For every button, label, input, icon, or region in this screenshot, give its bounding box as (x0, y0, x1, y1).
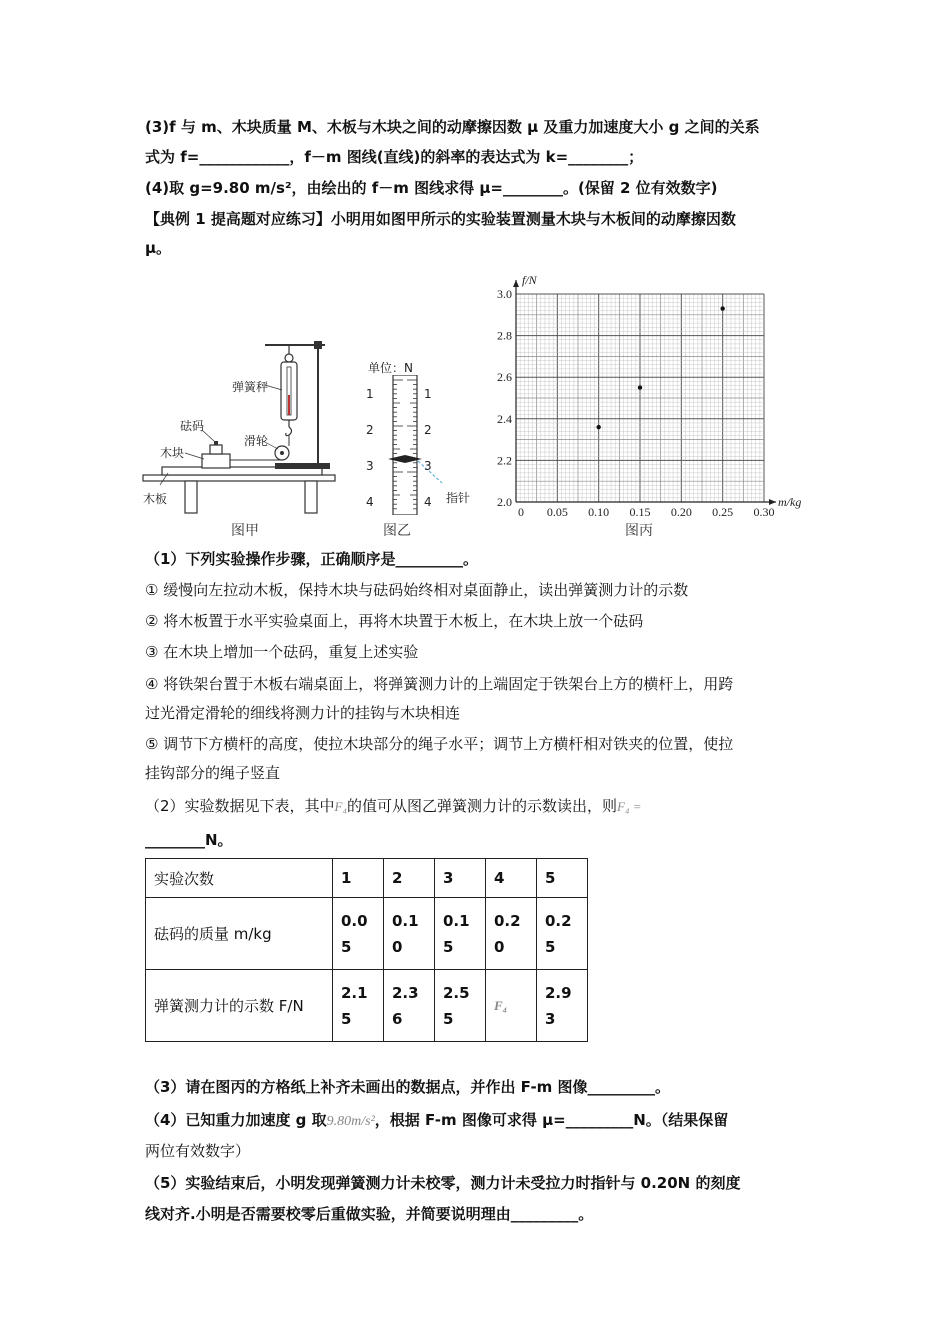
q2-text-b: 的值可从图乙弹簧测力计的示数读出，则 (347, 797, 618, 815)
y-tick-label: 2.8 (497, 328, 512, 343)
yi-tick-right-1: 1 (424, 387, 432, 401)
q4b-line (145, 1110, 728, 1132)
yi-tick-left-2: 2 (366, 423, 374, 437)
step-5b: 挂钩部分的绳子竖直 (145, 764, 281, 782)
caption-bing: 图丙 (625, 523, 653, 539)
y-tick-label: 2.4 (497, 411, 512, 426)
table-cell: F₄ (486, 970, 537, 1042)
table-header-cell: 2 (384, 859, 435, 898)
table-cell: 2.93 (537, 970, 588, 1042)
q4-text-b: ，根据 F-m 图像可求得 μ=_________N。（结果保留 (374, 1111, 729, 1129)
y-axis-arrow (513, 280, 519, 287)
q3-line: （3）请在图丙的方格纸上补齐未画出的数据点，并作出 F-m 图像_________。 (145, 1078, 671, 1096)
figure-jia (140, 335, 345, 540)
example-line1: 【典例 1 提高题对应练习】小明用如图甲所示的实验装置测量木块与木板间的动摩擦因数 (145, 210, 736, 228)
y-tick-label: 2.0 (497, 495, 512, 509)
x-tick-label: 0.15 (629, 505, 651, 519)
step-4b: 过光滑定滑轮的细线将测力计的挂钩与木块相连 (145, 704, 461, 722)
table-header-cell: 4 (486, 859, 537, 898)
q3-line1: (3)f 与 m、木块质量 M、木板与木块之间的动摩擦因数 μ 及重力加速度大小 g 之间的关系 (145, 118, 760, 136)
x-tick-label: 0.05 (546, 505, 568, 519)
step-5a: ⑤ 调节下方横杆的高度，使拉木块部分的绳子水平；调节上方横杆相对铁夹的位置，使拉 (145, 735, 734, 753)
q4-line-c: 两位有效数字） (145, 1142, 251, 1160)
table-header-cell: 1 (333, 859, 384, 898)
label-pulley: 滑轮 (244, 434, 269, 448)
table-cell: 0.25 (537, 898, 588, 970)
q3-line2: 式为 f=____________，f－m 图线(直线)的斜率的表达式为 k=________； (145, 148, 644, 166)
y-tick-label: 2.6 (497, 370, 512, 385)
x-tick-label: 0.25 (712, 505, 734, 519)
table-cell: 0.10 (384, 898, 435, 970)
caption-jia: 图甲 (231, 523, 259, 539)
q4-g: 9.80m/s² (326, 1114, 375, 1129)
yi-tick-right-3: 3 (424, 459, 432, 473)
q2-text-a: （2）实验数据见下表，其中 (145, 797, 335, 815)
label-pointer: 指针 (446, 491, 471, 505)
q5-line-a: （5）实验结束后，小明发现弹簧测力计未校零，测力计未受拉力时指针与 0.20N 的刻度 (145, 1174, 741, 1192)
label-block: 木块 (160, 446, 185, 460)
table-cell: 0.15 (435, 898, 486, 970)
table-row-label: 砝码的质量 m/kg (146, 898, 333, 970)
q5-line-b: 线对齐.小明是否需要校零后重做实验，并简要说明理由_________。 (145, 1205, 594, 1223)
q1-line: （1）下列实验操作步骤，正确顺序是_________。 (145, 550, 478, 568)
yi-tick-right-2: 2 (424, 423, 432, 437)
q2-line (145, 796, 642, 817)
yi-tick-left-3: 3 (366, 459, 374, 473)
q2-f4: F₄ (334, 799, 348, 814)
caption-yi: 图乙 (383, 523, 411, 539)
data-point (720, 306, 724, 310)
q2-blank: ________N。 (145, 831, 233, 849)
table-cell: 2.36 (384, 970, 435, 1042)
step-4a: ④ 将铁架台置于木板右端桌面上，将弹簧测力计的上端固定于铁架台上方的横杆上，用跨 (145, 675, 734, 693)
table-row-label: 弹簧测力计的示数 F/N (146, 970, 333, 1042)
data-point (638, 385, 642, 389)
table-header-cell: 5 (537, 859, 588, 898)
label-weight: 砝码 (180, 419, 205, 433)
example-line2: μ。 (145, 239, 172, 257)
figure-bing-chart (486, 270, 816, 525)
data-point (596, 425, 600, 429)
step-3: ③ 在木块上增加一个砝码，重复上述实验 (145, 643, 419, 661)
x-tick-label: 0.20 (670, 505, 692, 519)
yi-tick-left-1: 1 (366, 387, 374, 401)
label-board: 木板 (143, 492, 168, 506)
table-row (146, 970, 588, 1042)
x-axis-label: m/kg (778, 495, 802, 509)
y-tick-label: 3.0 (497, 287, 512, 301)
label-spring-scale: 弹簧秤 (232, 380, 269, 394)
q4-line: (4)取 g=9.80 m/s²，由绘出的 f－m 图线求得 μ=________。(保留 2 位有效数字) (145, 179, 718, 197)
x-tick-label: 0.30 (753, 505, 775, 519)
yi-tick-left-4: 4 (366, 495, 374, 509)
scale-unit: 单位：N (368, 361, 413, 375)
yi-tick-right-4: 4 (424, 495, 432, 509)
y-tick-label: 2.2 (497, 453, 512, 468)
table-cell: 2.55 (435, 970, 486, 1042)
table-cell: 0.20 (486, 898, 537, 970)
table-cell: 2.15 (333, 970, 384, 1042)
x-tick-label: 0 (518, 505, 524, 519)
step-1: ① 缓慢向左拉动木板，保持木块与砝码始终相对桌面静止，读出弹簧测力计的示数 (145, 581, 689, 599)
q2-f4-eq: F₄ = (617, 799, 642, 814)
x-tick-label: 0.10 (588, 505, 610, 519)
table-row (146, 898, 588, 970)
step-2: ② 将木板置于水平实验桌面上，再将木块置于木板上，在木块上放一个砝码 (145, 612, 644, 630)
table-header-cell: 3 (435, 859, 486, 898)
table-header-cell: 实验次数 (146, 859, 333, 898)
data-table (145, 858, 588, 1042)
q4-text-a: （4）已知重力加速度 g 取 (145, 1111, 327, 1129)
table-row (146, 859, 588, 898)
table-cell: 0.05 (333, 898, 384, 970)
y-axis-label: f/N (522, 273, 537, 287)
